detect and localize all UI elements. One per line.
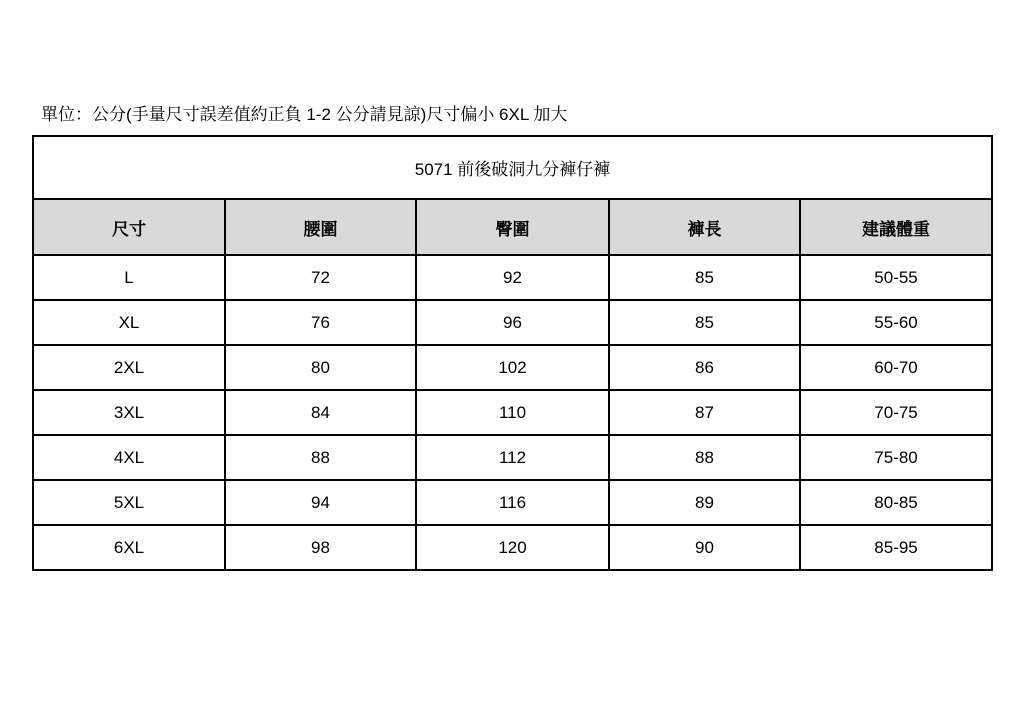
cell-weight: 75-80: [800, 435, 992, 480]
cell-waist: 88: [225, 435, 416, 480]
cell-waist: 72: [225, 255, 416, 300]
cell-length: 85: [609, 255, 800, 300]
cell-size: 5XL: [33, 480, 225, 525]
cell-weight: 50-55: [800, 255, 992, 300]
cell-size: 4XL: [33, 435, 225, 480]
cell-hip: 116: [416, 480, 609, 525]
cell-hip: 110: [416, 390, 609, 435]
header-weight: 建議體重: [800, 199, 992, 255]
cell-size: L: [33, 255, 225, 300]
cell-length: 86: [609, 345, 800, 390]
cell-waist: 80: [225, 345, 416, 390]
header-hip: 臀圍: [416, 199, 609, 255]
table-header-row: [33, 199, 992, 255]
cell-size: 2XL: [33, 345, 225, 390]
cell-hip: 112: [416, 435, 609, 480]
table-title-row: [33, 136, 992, 199]
cell-waist: 84: [225, 390, 416, 435]
cell-hip: 120: [416, 525, 609, 570]
cell-weight: 60-70: [800, 345, 992, 390]
header-length: 褲長: [609, 199, 800, 255]
cell-waist: 76: [225, 300, 416, 345]
cell-weight: 70-75: [800, 390, 992, 435]
table-row: [33, 480, 992, 525]
table-row: [33, 525, 992, 570]
cell-weight: 55-60: [800, 300, 992, 345]
cell-waist: 94: [225, 480, 416, 525]
cell-length: 88: [609, 435, 800, 480]
table-row: [33, 390, 992, 435]
table-row: [33, 435, 992, 480]
cell-length: 90: [609, 525, 800, 570]
table-title: 5071 前後破洞九分褲仔褲: [33, 136, 992, 199]
cell-hip: 102: [416, 345, 609, 390]
table-row: [33, 300, 992, 345]
cell-weight: 85-95: [800, 525, 992, 570]
table-row: [33, 255, 992, 300]
cell-weight: 80-85: [800, 480, 992, 525]
cell-length: 87: [609, 390, 800, 435]
cell-length: 89: [609, 480, 800, 525]
cell-length: 85: [609, 300, 800, 345]
cell-waist: 98: [225, 525, 416, 570]
cell-size: 3XL: [33, 390, 225, 435]
size-chart-table: [32, 135, 993, 571]
cell-size: XL: [33, 300, 225, 345]
header-waist: 腰圍: [225, 199, 416, 255]
cell-size: 6XL: [33, 525, 225, 570]
unit-note: 單位：公分(手量尺寸誤差值約正負 1-2 公分請見諒)尺寸偏小 6XL 加大: [41, 105, 568, 124]
table-row: [33, 345, 992, 390]
header-size: 尺寸: [33, 199, 225, 255]
cell-hip: 92: [416, 255, 609, 300]
cell-hip: 96: [416, 300, 609, 345]
